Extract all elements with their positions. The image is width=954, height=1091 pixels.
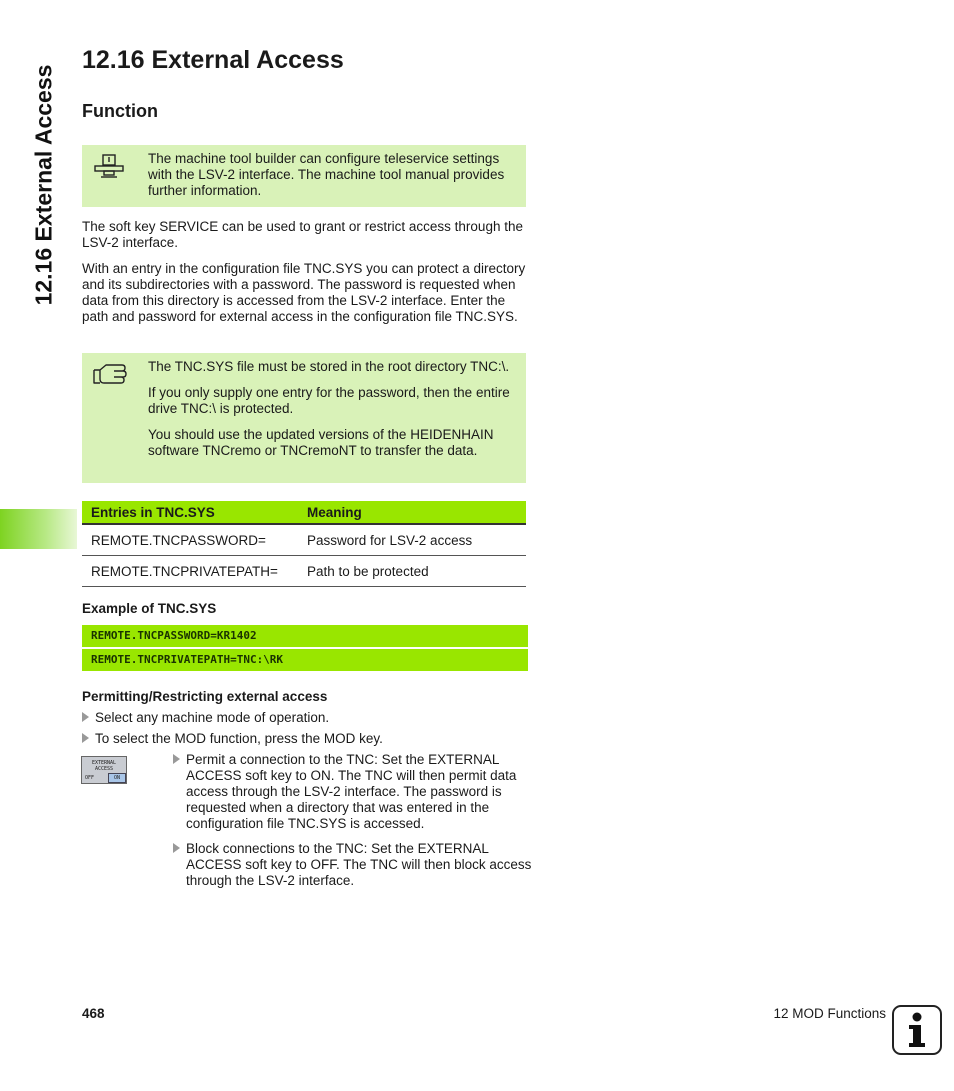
step-item [82, 710, 329, 726]
step-text: Select any machine mode of operation. [95, 710, 330, 725]
table-row [82, 556, 526, 587]
table-cell: REMOTE.TNCPRIVATEPATH= [82, 556, 298, 587]
step-arrow-icon [173, 754, 180, 764]
table-header-row [82, 501, 526, 524]
machine-builder-icon [92, 153, 126, 185]
machine-builder-note-text: The machine tool builder can configure teleservice settings with the LSV-2 interface. The machine tool manual provides further information. [148, 151, 505, 198]
step-arrow-icon [82, 712, 89, 722]
section-title: Function [82, 101, 158, 121]
chapter-name: 12 MOD Functions [773, 1006, 886, 1021]
permitting-title: Permitting/Restricting external access [82, 689, 328, 704]
step-text: To select the MOD function, press the MOD key. [95, 731, 383, 746]
table-header-cell: Meaning [298, 501, 526, 524]
step-arrow-icon [173, 843, 180, 853]
step-arrow-icon [82, 733, 89, 743]
softkey-label: EXTERNAL [91, 760, 117, 766]
code-line: REMOTE.TNCPASSWORD=KR1402 [82, 625, 528, 647]
table-cell: Path to be protected [298, 556, 526, 587]
tnc-sys-note-line: The TNC.SYS file must be stored in the root directory TNC:\. [148, 359, 510, 374]
block-step [173, 841, 541, 889]
side-chapter-tab [0, 509, 77, 549]
info-icon [892, 1005, 942, 1055]
external-access-softkey[interactable] [81, 756, 127, 784]
table-cell: REMOTE.TNCPASSWORD= [82, 524, 298, 556]
password-paragraph: With an entry in the configuration file TNC.SYS you can protect a directory and its subdirectories with a password. The password is requested when data from this directory is accessed from the LSV-2 interface. Enter the path and password for external access in the configuration file TNC.SYS. [82, 261, 526, 324]
table-header-cell: Entries in TNC.SYS [82, 501, 298, 524]
pointing-hand-icon [92, 361, 130, 391]
intro-paragraph: The soft key SERVICE can be used to grant or restrict access through the LSV-2 interface. [82, 219, 523, 250]
page-title: 12.16 External Access [82, 46, 344, 74]
softkey-on-label: ON [108, 773, 126, 783]
table-row [82, 524, 526, 556]
tnc-sys-entries-table [82, 501, 526, 587]
code-line: REMOTE.TNCPRIVATEPATH=TNC:\RK [82, 649, 528, 671]
tnc-sys-note-line: You should use the updated versions of the HEIDENHAIN software TNCremo or TNCremoNT to transfer the data. [148, 427, 494, 458]
side-chapter-title: 12.16 External Access [30, 64, 57, 306]
softkey-off-label: OFF [85, 775, 95, 781]
tnc-sys-note [82, 353, 526, 483]
table-cell: Password for LSV-2 access [298, 524, 526, 556]
page-number: 468 [82, 1006, 105, 1021]
step-item [82, 731, 383, 747]
tnc-sys-note-line: If you only supply one entry for the password, then the entire drive TNC:\ is protected. [148, 385, 510, 416]
machine-builder-note [82, 145, 526, 207]
permit-step [173, 752, 541, 832]
example-title: Example of TNC.SYS [82, 601, 217, 616]
step-text: Permit a connection to the TNC: Set the EXTERNAL ACCESS soft key to ON. The TNC will then permit data access through the LSV-2 interface. The password is requested when a directory that was entered in the configuration file TNC.SYS is accessed. [186, 752, 517, 831]
step-text: Block connections to the TNC: Set the EXTERNAL ACCESS soft key to OFF. The TNC will then block access through the LSV-2 interface. [186, 841, 532, 888]
softkey-label: ACCESS [94, 766, 114, 772]
